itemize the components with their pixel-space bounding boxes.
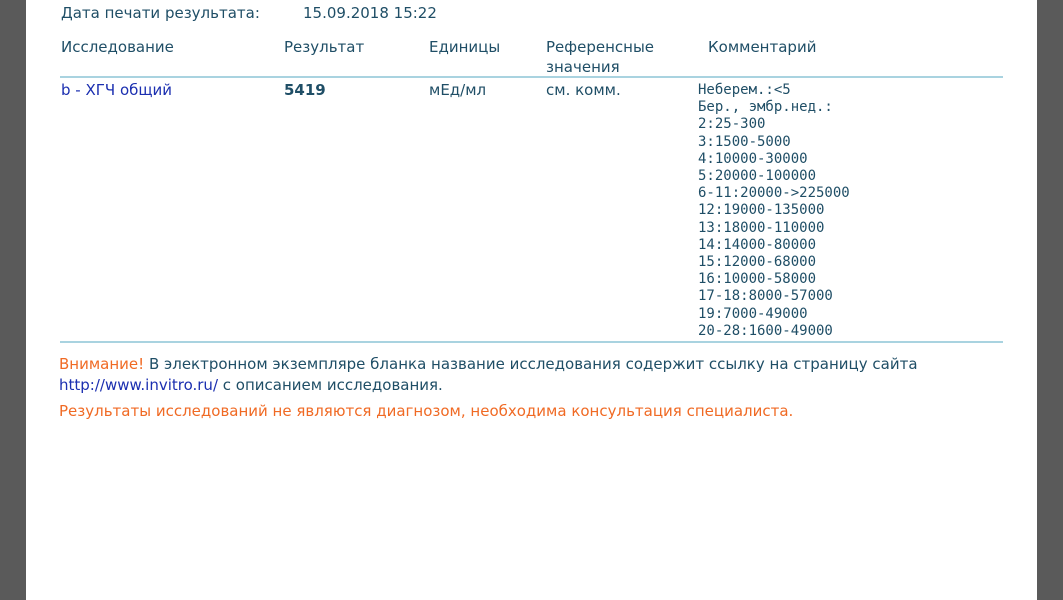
column-header-comment: Комментарий [708, 38, 817, 56]
result-units: мЕд/мл [429, 81, 487, 99]
test-name-link[interactable]: b - ХГЧ общий [61, 81, 172, 99]
comment-line: 15:12000-68000 [698, 254, 817, 271]
comment-line: 14:14000-80000 [698, 236, 817, 253]
table-bottom-divider [60, 341, 1003, 343]
comment-line: 20-28:1600-49000 [698, 322, 833, 339]
reference-values: см. комм. [546, 81, 621, 99]
column-header-test: Исследование [61, 38, 174, 56]
result-page [26, 0, 1037, 600]
table-header-divider [60, 76, 1003, 78]
comment-line: 6-11:20000->225000 [698, 185, 850, 202]
comment-line: 16:10000-58000 [698, 271, 817, 288]
notice-tail: с описанием исследования. [222, 376, 443, 394]
result-value: 5419 [284, 81, 326, 99]
comment-line: 3:1500-5000 [698, 133, 791, 150]
comment-line: 13:18000-110000 [698, 219, 825, 236]
notice-text [59, 354, 1019, 396]
comment-line: Неберем.:<5 [698, 82, 791, 98]
notice-body: В электронном экземпляре бланка название исследования содержит ссылку на страницу сайта [148, 355, 918, 373]
column-header-units: Единицы [429, 38, 501, 56]
comment-line: 4:10000-30000 [698, 150, 808, 167]
comment-line: 5:20000-100000 [698, 168, 817, 185]
comment-line: 17-18:8000-57000 [698, 288, 833, 305]
comment-line: 12:19000-135000 [698, 202, 825, 219]
comment-list [698, 82, 850, 340]
print-date-label: Дата печати результата: [61, 4, 260, 22]
print-date-value: 15.09.2018 15:22 [303, 4, 437, 22]
comment-line: 2:25-300 [698, 116, 766, 133]
disclaimer-text: Результаты исследований не являются диагнозом, необходима консультация специалиста. [59, 402, 794, 420]
print-date [61, 4, 437, 22]
column-header-reference: Референсные значения [546, 38, 655, 76]
column-header-result: Результат [284, 38, 365, 56]
site-link[interactable]: http://www.invitro.ru/ [59, 376, 218, 394]
comment-line: 19:7000-49000 [698, 305, 808, 322]
warning-label: Внимание! [59, 355, 145, 373]
comment-line: Бер., эмбр.нед.: [698, 99, 833, 116]
